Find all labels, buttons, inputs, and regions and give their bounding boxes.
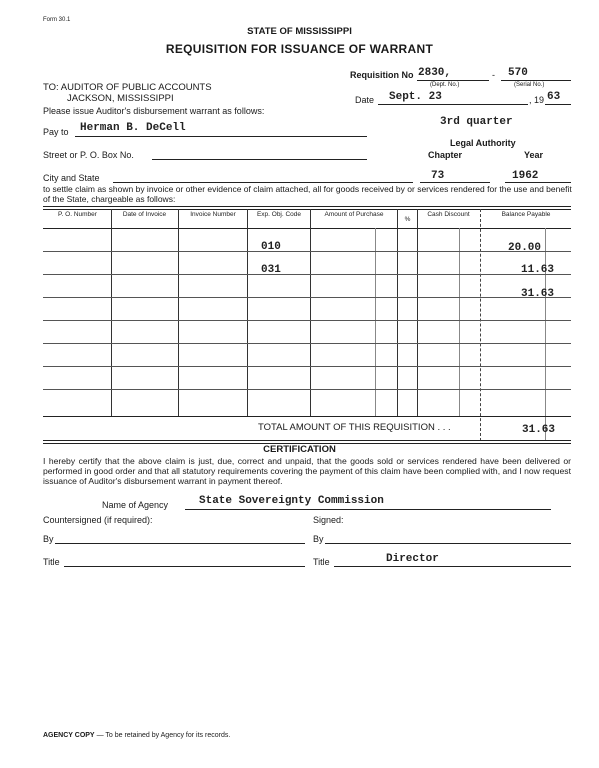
- pay-to-label: Pay to: [43, 127, 69, 137]
- date-value: Sept. 23: [389, 91, 442, 103]
- col-header-exp-code: Exp. Obj. Code: [256, 211, 302, 218]
- agency-label: Name of Agency: [102, 500, 169, 510]
- chapter-label: Chapter: [428, 150, 463, 160]
- total-value: 31.63: [522, 424, 556, 436]
- table-row-1-balance: 20.00: [508, 242, 542, 254]
- col-header-amount: Amount of Purchase: [324, 211, 384, 218]
- state-heading: STATE OF MISSISSIPPI: [247, 26, 352, 37]
- col-header-date-invoice: Date of Invoice: [122, 211, 167, 218]
- certification-title: CERTIFICATION: [263, 444, 336, 455]
- city-label: City and State: [43, 173, 100, 183]
- year-prefix: , 19: [529, 95, 545, 105]
- serial-no-value: 570: [508, 67, 528, 79]
- col-header-balance: Balance Payable: [501, 211, 551, 218]
- countersign-title-label: Title: [43, 557, 60, 567]
- footer-bold: AGENCY COPY: [43, 732, 95, 739]
- table-row-2-balance: 11.63: [521, 264, 555, 276]
- date-year-value: 63: [547, 91, 561, 103]
- date-label: Date: [355, 95, 375, 105]
- settle-text: to settle claim as shown by invoice or other evidence of claim attached, all for goods received by or services rendered for the use and benefit of the State, chargeable as follows:: [43, 184, 572, 204]
- legal-year-value: 1962: [512, 170, 539, 182]
- pay-to-value: Herman B. DeCell: [80, 122, 186, 134]
- to-line-2: JACKSON, MISSISSIPPI: [67, 93, 174, 104]
- instruction-text: Please issue Auditor's disbursement warrant as follows:: [43, 106, 265, 116]
- countersigned-label: Countersigned (if required):: [43, 515, 153, 525]
- chapter-value: 73: [431, 170, 445, 182]
- dept-no-caption: (Dept. No.): [430, 82, 460, 88]
- signed-title-value: Director: [386, 553, 439, 565]
- col-header-percent: %: [404, 216, 411, 223]
- to-line-1: TO: AUDITOR OF PUBLIC ACCOUNTS: [43, 82, 212, 93]
- table-row-3-balance: 31.63: [521, 288, 555, 300]
- table-row-2-exp-code: 031: [261, 264, 281, 276]
- street-label: Street or P. O. Box No.: [43, 150, 134, 160]
- footer-rest: — To be retained by Agency for its records.: [96, 732, 231, 739]
- year-label: Year: [524, 150, 544, 160]
- col-header-invoice-number: Invoice Number: [190, 211, 236, 218]
- requisition-label: Requisition No: [350, 70, 414, 80]
- agency-value: State Sovereignty Commission: [199, 495, 384, 507]
- total-label: TOTAL AMOUNT OF THIS REQUISITION . . .: [258, 422, 451, 433]
- dept-no-value: 2830,: [418, 67, 452, 79]
- col-header-cash-discount: Cash Discount: [427, 211, 470, 218]
- table-row-1-exp-code: 010: [261, 241, 281, 253]
- certification-text: I hereby certify that the above claim is just, due, correct and unpaid, that the goods sold or services rendered have been delivered or performed in good order and that all statutory requirements covering the payment of this claim have been complied with, and I now request issuance of Auditor's disbursement warrant in payment thereof.: [43, 456, 571, 486]
- legal-authority-label: Legal Authority: [450, 138, 516, 148]
- quarter-value: 3rd quarter: [440, 116, 513, 128]
- signed-by-label: By: [313, 534, 324, 544]
- signed-title-label: Title: [313, 557, 330, 567]
- col-header-po: P. O. Number: [58, 211, 97, 218]
- countersign-by-label: By: [43, 534, 54, 544]
- footer-note: [43, 732, 230, 739]
- signed-label: Signed:: [313, 515, 344, 525]
- form-title: REQUISITION FOR ISSUANCE OF WARRANT: [165, 42, 434, 56]
- serial-no-caption: (Serial No.): [514, 82, 545, 88]
- form-number: Form 30.1: [43, 17, 71, 23]
